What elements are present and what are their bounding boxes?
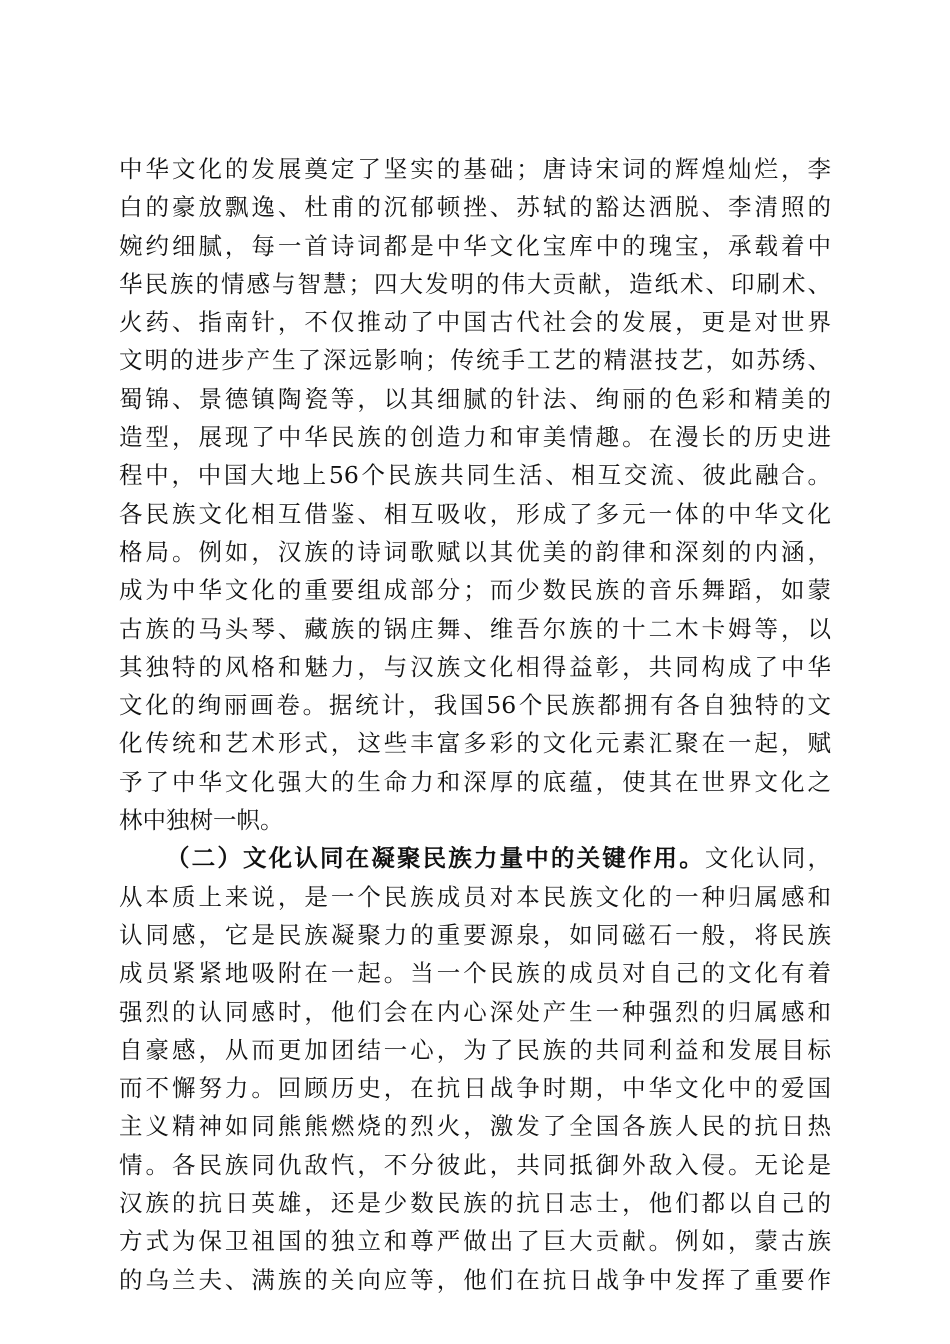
paragraph-line: 的乌兰夫、满族的关向应等，他们在抗日战争中发挥了重要作	[119, 1265, 831, 1294]
paragraph-line: 主义精神如同熊熊燃烧的烈火，激发了全国各族人民的抗日热	[119, 1112, 831, 1141]
paragraph-line: 情。各民族同仇敌忾，不分彼此，共同抵御外敌入侵。无论是	[119, 1150, 831, 1179]
paragraph-line: 从本质上来说，是一个民族成员对本民族文化的一种归属感和	[119, 882, 831, 911]
paragraph-line: 文明的进步产生了深远影响；传统手工艺的精湛技艺，如苏绣、	[119, 346, 831, 375]
paragraph-line: 方式为保卫祖国的独立和尊严做出了巨大贡献。例如，蒙古族	[119, 1227, 831, 1256]
heading-line-text: 文化认同，	[704, 844, 831, 873]
paragraph-line: 火药、指南针，不仅推动了中国古代社会的发展，更是对世界	[119, 308, 831, 337]
paragraph-line: 强烈的认同感时，他们会在内心深处产生一种强烈的归属感和	[119, 997, 831, 1026]
paragraph-line: 认同感，它是民族凝聚力的重要源泉，如同磁石一般，将民族	[119, 920, 831, 949]
body-text	[119, 150, 831, 1299]
paragraph-line: 蜀锦、景德镇陶瓷等，以其细腻的针法、绚丽的色彩和精美的	[119, 384, 831, 413]
paragraph-line: 中华文化的发展奠定了坚实的基础；唐诗宋词的辉煌灿烂，李	[119, 155, 831, 183]
section-heading: （二）文化认同在凝聚民族力量中的关键作用。	[166, 844, 705, 873]
paragraph-line: 婉约细腻，每一首诗词都是中华文化宝库中的瑰宝，承载着中	[119, 231, 831, 260]
paragraph-line: 格局。例如，汉族的诗词歌赋以其优美的韵律和深刻的内涵，	[119, 537, 831, 566]
paragraph-line: 自豪感，从而更加团结一心，为了民族的共同利益和发展目标	[119, 1035, 831, 1064]
paragraph-line: 予了中华文化强大的生命力和深厚的底蕴，使其在世界文化之	[119, 767, 831, 796]
paragraph-line: 成为中华文化的重要组成部分；而少数民族的音乐舞蹈，如蒙	[119, 576, 831, 605]
paragraph-line: 其独特的风格和魅力，与汉族文化相得益彰，共同构成了中华	[119, 652, 831, 681]
paragraph-line: 成员紧紧地吸附在一起。当一个民族的成员对自己的文化有着	[119, 959, 831, 988]
paragraph-line: 而不懈努力。回顾历史，在抗日战争时期，中华文化中的爱国	[119, 1074, 831, 1103]
paragraph-line: 化传统和艺术形式，这些丰富多彩的文化元素汇聚在一起，赋	[119, 729, 831, 758]
paragraph-line: 汉族的抗日英雄，还是少数民族的抗日志士，他们都以自己的	[119, 1189, 831, 1218]
paragraph-line: 华民族的情感与智慧；四大发明的伟大贡献，造纸术、印刷术、	[119, 269, 831, 298]
paragraph-line: 白的豪放飘逸、杜甫的沉郁顿挫、苏轼的豁达洒脱、李清照的	[119, 193, 831, 222]
paragraph-line: 程中，中国大地上56个民族共同生活、相互交流、彼此融合。	[119, 461, 831, 490]
paragraph-line: 古族的马头琴、藏族的锅庄舞、维吾尔族的十二木卡姆等，以	[119, 614, 831, 643]
section-heading-line	[119, 839, 831, 877]
paragraph-line: 文化的绚丽画卷。据统计，我国56个民族都拥有各自独特的文	[119, 691, 831, 720]
paragraph-line: 造型，展现了中华民族的创造力和审美情趣。在漫长的历史进	[119, 423, 831, 452]
paragraph-line: 林中独树一帜。	[119, 806, 284, 835]
paragraph-line: 各民族文化相互借鉴、相互吸收，形成了多元一体的中华文化	[119, 499, 831, 528]
